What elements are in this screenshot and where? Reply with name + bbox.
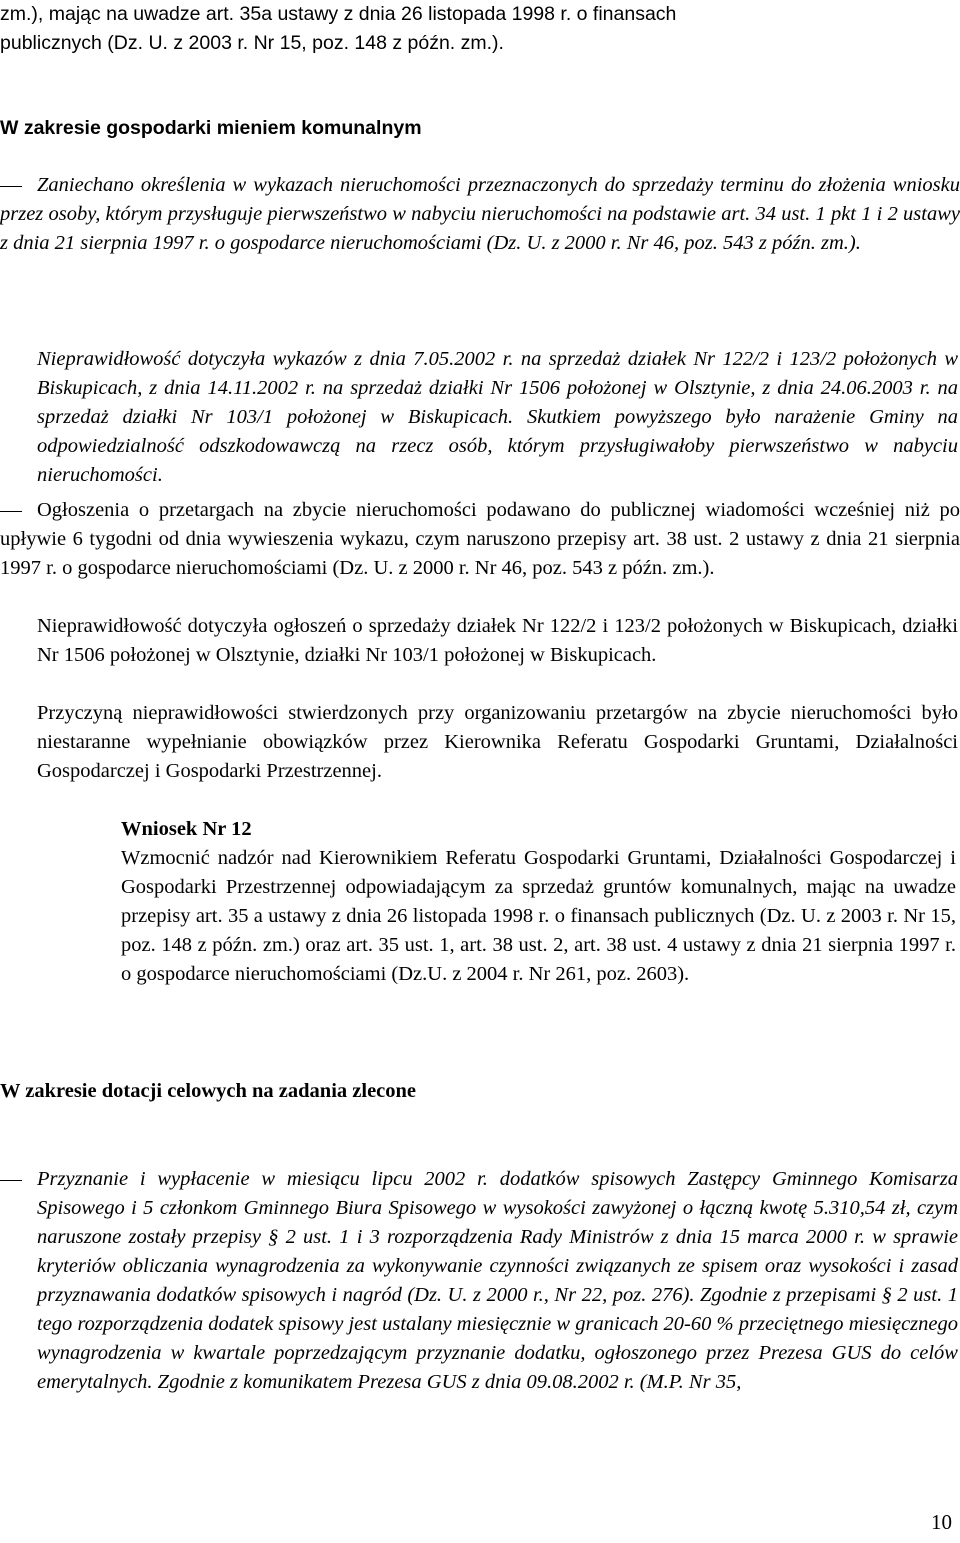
recommendation-title: Wniosek Nr 12 [121, 818, 252, 840]
property-item-1-irregularity [37, 345, 958, 490]
dash-marker [0, 1180, 22, 1181]
property-item-1-irregularity-text: Nieprawidłowość dotyczyła wykazów z dnia 7.05.2002 r. na sprzedaż działek Nr 122/2 i 123/2 położonych w Biskupicach, z dnia 14.11.2002 r. na sprzedaż działki Nr 1506 położonej w Olsztynie, z dnia 24.06.2003 r. na sprzedaż działki Nr 103/1 położonej w Biskupicach. [37, 348, 958, 428]
property-item-1-consequence: Skutkiem powyższego było narażenie Gminy na odpowiedzialność odszkodowawczą na rzecz osób, którym przysługiwałoby pierwszeństwo w nabyciu nieruchomości. [37, 406, 959, 486]
property-item-2-cause: Przyczyną nieprawidłowości stwierdzonych przy organizowaniu przetargów na zbycie nieruchomości było niestaranne wypełnianie obowiązków przez Kierownika Referatu Gospodarki Gruntami, Działalności Gospodarczej i Gospodarki Przestrzennej. [37, 702, 958, 782]
property-item-2-text: Ogłoszenia o przetargach na zbycie nieruchomości podawano do publicznej wiadomości wcześniej niż po upływie 6 tygodni od dnia wywieszenia wykazu, czym naruszono przepisy art. 38 ust. 2 ustawy z dnia 21 sierpnia 1997 r. o gospodarce nieruchomościami (Dz. U. z 2000 r. Nr 46, poz. 543 z późn. zm.). [0, 499, 960, 579]
property-item-1-text: Zaniechano określenia w wykazach nieruchomości przeznaczonych do sprzedaży terminu do złożenia wniosku przez osoby, którym przysługuje pierwszeństwo w nabyciu nieruchomości na podstawie art. 34 ust. 1 pkt 1 i 2 ustawy z dnia 21 sierpnia 1997 r. o gospodarce nieruchomościami (Dz. U. z 2000 r. Nr 46, poz. 543 z późn. zm.). [0, 174, 960, 254]
continuation-line-2: publicznych (Dz. U. z 2003 r. Nr 15, poz. 148 z późn. zm.). [0, 32, 504, 54]
section-heading-property: W zakresie gospodarki mieniem komunalnym [0, 117, 422, 139]
continuation-line-1: zm.), mając na uwadze art. 35a ustawy z dnia 26 listopada 1998 r. o finansach [0, 3, 677, 25]
subsidies-item-1-text: Przyznanie i wypłacenie w miesiącu lipcu 2002 r. dodatków spisowych Zastępcy Gminnego Komisarza Spisowego i 5 członkom Gminnego Biura Spisowego w wysokości zawyżonej o łączną kwotę 5.310,54 zł, czym naruszone zostały przepisy § 2 ust. 1 i 3 rozporządzenia Rady Ministrów z dnia 15 marca 2000 r. w sprawie kryteriów obliczania wynagrodzenia za wykonywanie czynności związanych ze spisem oraz wysokości i zasad przyznawania dodatków spisowych i nagród (Dz. U. z 2000 r., Nr 22, poz. 276). Zgodnie z przepisami § 2 ust. 1 tego rozporządzenia dodatek spisowy jest ustalany miesięcznie w granicach 20-60 % przeciętnego miesięcznego wynagrodzenia w kwartale poprzedzającym przyznanie dodatku, ogłoszonego przez Prezesa GUS do celów emerytalnych. Zgodnie z komunikatem Prezesa GUS z dnia 09.08.2002 r. (M.P. Nr 35, [37, 1168, 958, 1393]
property-item-2-irregularity: Nieprawidłowość dotyczyła ogłoszeń o sprzedaży działek Nr 122/2 i 123/2 położonych w Biskupicach, działki Nr 1506 położonej w Olsztynie, działki Nr 103/1 położonej w Biskupicach. [37, 615, 958, 666]
page-number: 10 [931, 1510, 952, 1534]
section-heading-subsidies: W zakresie dotacji celowych na zadania zlecone [0, 1080, 417, 1102]
recommendation-text: Wzmocnić nadzór nad Kierownikiem Referatu Gospodarki Gruntami, Działalności Gospodarczej i Gospodarki Przestrzennej odpowiadającym za sprzedaż gruntów komunalnych, mając na uwadze przepisy art. 35 a ustawy z dnia 26 listopada 1998 r. o finansach publicznych (Dz. U. z 2003 r. Nr 15, poz. 148 z późn. zm.) oraz art. 35 ust. 1, art. 38 ust. 2, art. 38 ust. 4 ustawy z dnia 21 sierpnia 1997 r. o gospodarce nieruchomościami (Dz.U. z 2004 r. Nr 261, poz. 2603). [121, 847, 956, 985]
